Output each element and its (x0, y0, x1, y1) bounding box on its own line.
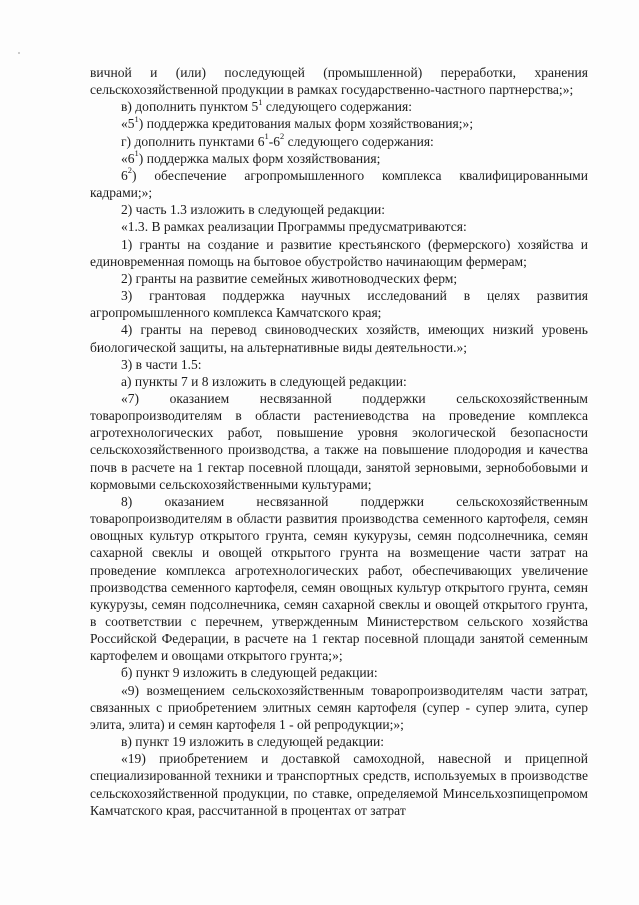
paragraph-amend-g: г) дополнить пунктами $6^1-6^2$ следующего содержания: (121, 131, 434, 149)
paragraph-part-1-5: 3) в части 1.5: (121, 356, 202, 372)
paragraph-grant-1: 1) гранты на создание и развитие крестьянского (фермерского) хозяйства и единовременная помощь на бытовое обустройство начинающим фермерам; (90, 236, 588, 269)
document-text (90, 64, 588, 819)
paragraph-part-1-3: 2) часть 1.3 изложить в следующей редакции: (121, 202, 386, 218)
scan-speck (18, 52, 20, 54)
paragraph-point-9: «9) возмещением сельскохозяйственным товаропроизводителям части затрат, связанных с приобретением элитных семян картофеля (супер - супер элита, супер элита, элита) и семян картофеля 1 - ой репродукции;»; (90, 682, 588, 732)
paragraph-point-8: 8) оказанием несвязанной поддержки сельскохозяйственным товаропроизводителям в области развития производства семенного картофеля, семян овощных культур открытого грунта, семян кукурузы, семян подсолнечника, семян сахарной свеклы и овощей открытого грунта на возмещение части затрат на проведение комплекса агротехнологических работ, обеспечивающих увеличение производства семенного картофеля, семян овощных культур открытого грунта, семян кукурузы, семян подсолнечника, семян сахарной свеклы и овощей открытого грунта, в соответствии с перечнем, утвержденным Министерством сельского хозяйства Российской Федерации, в расчете на 1 гектар посевной площади занятой семенным картофелем и овощами открытого грунта;»; (90, 493, 588, 664)
paragraph-grant-2: 2) гранты на развитие семейных животноводческих ферм; (121, 270, 458, 286)
paragraph-point-7: «7) оказанием несвязанной поддержки сельскохозяйственным товаропроизводителям в области растениеводства на проведение комплекса агротехнологических работ, повышение уровня экологической безопасности сельскохозяйственного производства, а также на повышение плодородия и качества почв в расчете на 1 гектар посевной площади, занятой зерновыми, зернобобовыми и кормовыми сельскохозяйственными культурами; (90, 390, 588, 492)
paragraph-amend-a: а) пункты 7 и 8 изложить в следующей редакции: (121, 373, 407, 389)
paragraph-point-5-1: «$5^1$) поддержка кредитования малых форм хозяйствования;»; (121, 113, 474, 132)
paragraph-grant-3: 3) грантовая поддержка научных исследований в целях развития агропромышленного комплекса Камчатского края; (90, 288, 588, 321)
paragraph-1-3-intro: «1.3. В рамках реализации Программы предусматриваются: (121, 219, 467, 235)
paragraph-grant-4: 4) гранты на перевод свиноводческих хозяйств, имеющих низкий уровень биологической защиты, на альтернативные виды деятельности.»; (90, 322, 588, 355)
paragraph-continuation: вичной и (или) последующей (промышленной) переработки, хранения сельскохозяйственной продукции в рамках государственно-частного партнерства;»; (90, 65, 588, 98)
paragraph-amend-v: в) дополнить пунктом $5^1$ следующего содержания: (121, 96, 413, 115)
paragraph-amend-v2: в) пункт 19 изложить в следующей редакции: (121, 734, 384, 750)
paragraph-amend-b: б) пункт 9 изложить в следующей редакции: (121, 665, 378, 681)
paragraph-point-19: «19) приобретением и доставкой самоходной, навесной и прицепной специализированной техники и транспортных средств, используемых в производстве сельскохозяйственной продукции, по ставке, определяемой Минсельхозпищепромом Камчатского края, рассчитанной в процентах от затрат (90, 751, 588, 818)
paragraph-point-6-1: «$6^1$) поддержка малых форм хозяйствования; (121, 148, 381, 166)
paragraph-point-6-2: $6^2$) обеспечение агропромышленного комплекса квалифицированными кадрами;»; (90, 165, 588, 201)
